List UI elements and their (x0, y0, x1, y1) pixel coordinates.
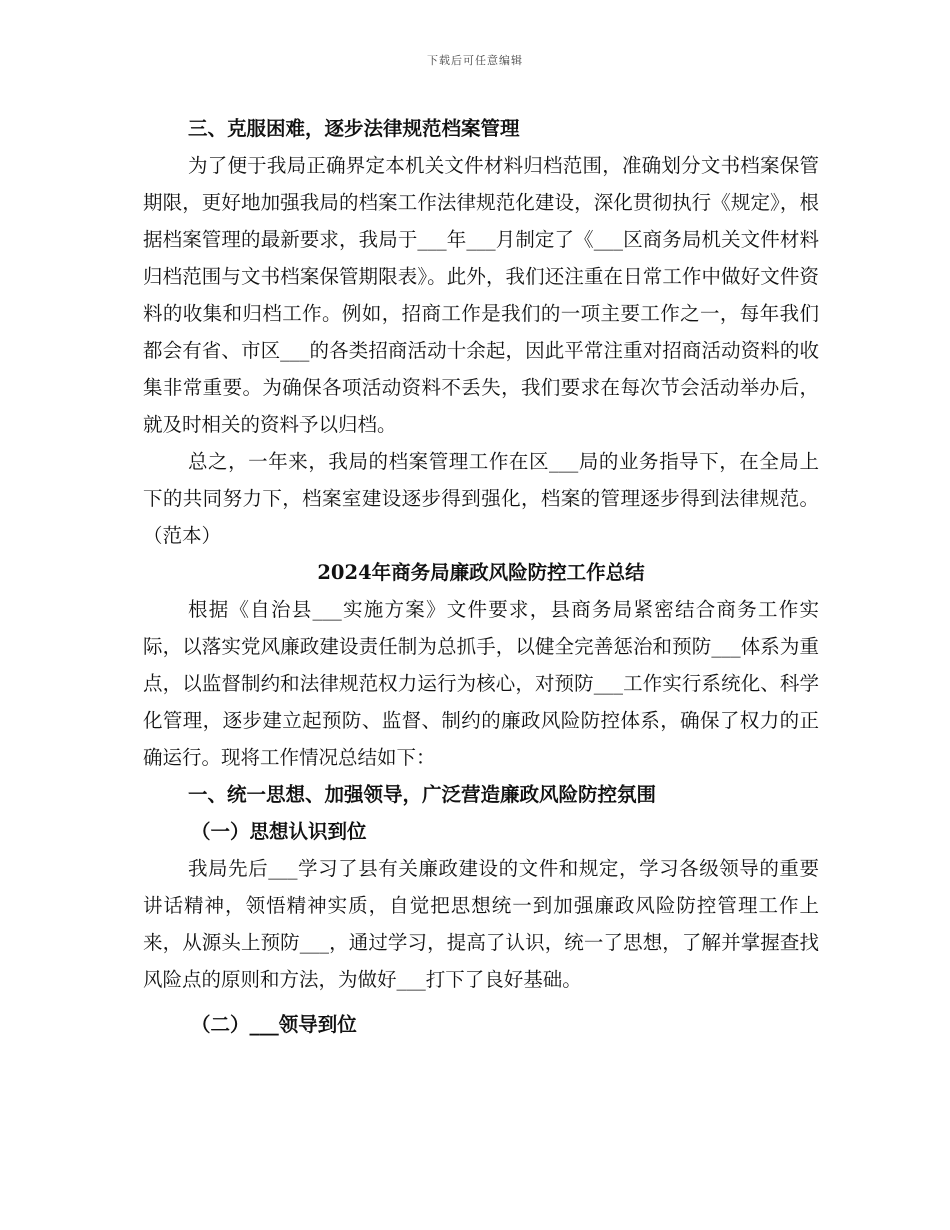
subsection-heading-1: （一）思想认识到位 (191, 820, 367, 843)
document-body (143, 110, 819, 1043)
body-paragraph: 根据《自治县___实施方案》文件要求，县商务局紧密结合商务工作实际，以落实党风廉政建设责任制为总抓手，以健全完善惩治和预防___体系为重点，以监督制约和法律规范权力运行为核心，对预防___工作实行系统化、科学化管理，逐步建立起预防、监督、制约的廉政风险防控体系，确保了权力的正确运行。现将工作情况总结如下： (143, 598, 819, 769)
subsection-heading-2: （二）___领导到位 (191, 1013, 357, 1036)
body-paragraph: 总之，一年来，我局的档案管理工作在区___局的业务指导下，在全局上下的共同努力下，档案室建设逐步得到强化，档案的管理逐步得到法律规范。（范本） (143, 450, 819, 547)
body-paragraph: 为了便于我局正确界定本机关文件材料归档范围，准确划分文书档案保管期限，更好地加强我局的档案工作法律规范化建设，深化贯彻执行《规定》，根据档案管理的最新要求，我局于___年___月制定了《___区商务局机关文件材料归档范围与文书档案保管期限表》。此外，我们还注重在日常工作中做好文件资料的收集和归档工作。例如，招商工作是我们的一项主要工作之一，每年我们都会有省、市区___的各类招商活动十余起，因此平常注重对招商活动资料的收集非常重要。为确保各项活动资料不丢失，我们要求在每次节会活动举办后，就及时相关的资料予以归档。 (143, 154, 819, 436)
body-paragraph: 我局先后___学习了县有关廉政建设的文件和规定，学习各级领导的重要讲话精神，领悟精神实质，自觉把思想统一到加强廉政风险防控管理工作上来，从源头上预防___，通过学习，提高了认识，统一了思想，了解并掌握查找风险点的原则和方法，为做好___打下了良好基础。 (143, 857, 819, 991)
document-title: 2024年商务局廉政风险防控工作总结 (317, 561, 645, 584)
section-heading-3: 三、克服困难，逐步法律规范档案管理 (188, 117, 520, 140)
page-header: 下载后可任意编辑 (427, 54, 523, 67)
section-heading-1: 一、统一思想、加强领导，广泛营造廉政风险防控氛围 (188, 783, 657, 806)
